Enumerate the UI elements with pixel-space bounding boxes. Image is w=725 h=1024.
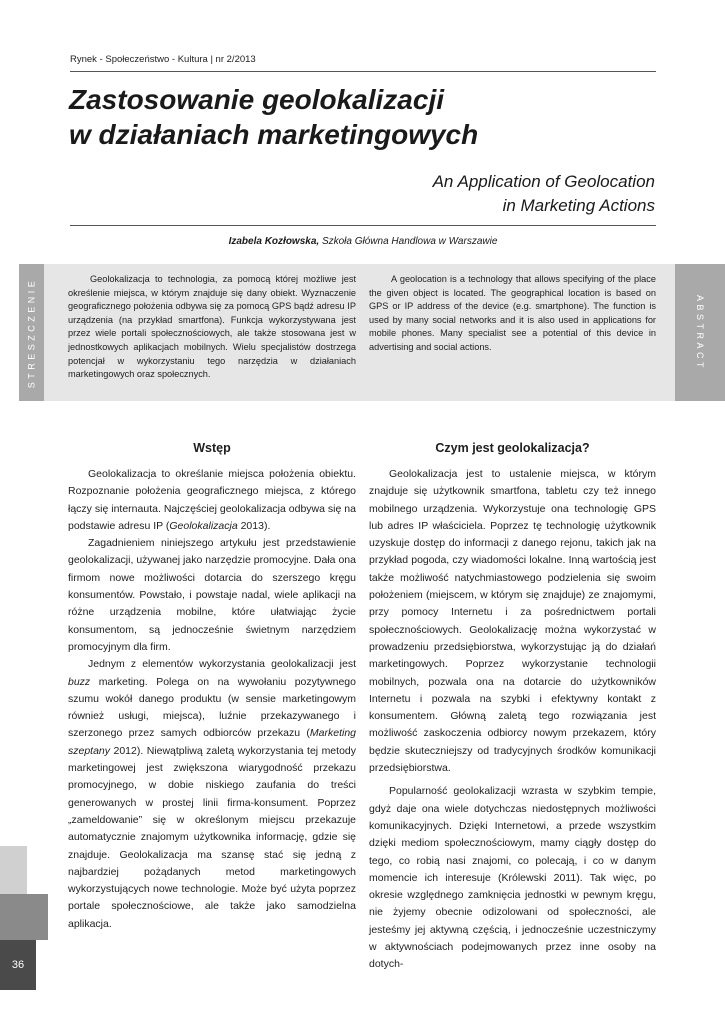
left-paragraph-2: Zagadnieniem niniejszego artykułu jest przedstawienie geolokalizacji, używanej jako narzędzie promocyjne. Dała ona firmom nowe możliwości dotarcia do szerszego kręgu konsumentów. Powstało, i powstaje nadal, wiele aplikacji na różne urządzenia mobilne, które ułatwiając życie konsumentom, są jednocześnie świetnym narzędziem promocyjnym dla firm. <box>68 537 356 653</box>
left-p3-text-a: Jednym z elementów wykorzystania geolokalizacji jest <box>88 658 356 671</box>
author-name: Izabela Kozłowska, <box>228 236 320 247</box>
decorative-block-light <box>0 846 27 894</box>
left-p1-text-a: Geolokalizacja to określanie miejsca położenia obiektu. Rozpoznanie położenia geograficznego miejsca, z którego łączy się internauta. Najczęściej geolokalizacja odbywa się na podstawie adresu IP ( <box>68 468 356 532</box>
abstract-tab-label: ABSTRACT <box>695 294 706 371</box>
title-english-line-1: An Application of Geolocation <box>432 172 655 191</box>
abstract-english <box>369 273 656 355</box>
title-english <box>255 170 655 218</box>
left-p1-citation: Geolokalizacja <box>169 519 238 532</box>
left-paragraph-1 <box>68 466 356 535</box>
page-number-block <box>0 940 36 990</box>
abstract-polish <box>68 273 356 382</box>
journal-header: Rynek - Społeczeństwo - Kultura | nr 2/2013 <box>70 54 256 65</box>
right-paragraph-2: Popularność geolokalizacji wzrasta w szybkim tempie, gdyż daje ona wiele dotychczas niedostępnych możliwości komunikacyjnych. Dzięki Internetowi, a przede wszystkim dzięki mediom społecznościowym, mamy ciągły dostęp do tego, co robią nasi znajomi, co polecają, i co w danym momencie ich interesuje (Królewski 2011). Tak więc, po okresie względnego zamknięcia jednostki w pewnym kręgu, nie żyjemy obecnie odizolowani od społeczności, ale jesteśmy jej aktywną częścią, i jednocześnie uczestniczymy w aktywnościach podejmowanych przez inne osoby na dotych- <box>369 785 656 971</box>
left-p3-term: buzz <box>68 675 91 688</box>
left-p3-text-c: 2012). Niewątpliwą zaletą wykorzystania tej metody marketingowej jest zwiększona wiarygodność przekazu promocyjnego, w dobie niskiego zaufania do treści generowanych w prostej linii firma-konsument. Poprzez „zameldowanie” się w określonym miejscu przekazuje automatycznie znajomym użytkownika informację, gdzie się znajduje. Geolokalizacja ma szansę stać się jedną z najbardziej pożądanych metod marketingowych wykorzystujących nowe technologie. Może być użyta poprzez portale społecznościowe, ale także jako samodzielna aplikacja. <box>68 744 356 930</box>
page-number: 36 <box>11 959 25 971</box>
header-rule <box>70 71 656 72</box>
title-rule <box>70 225 656 226</box>
abstract-polish-text: Geolokalizacja to technologia, za pomocą której możliwe jest określenie miejsca, w którym znajduje się dany obiekt. Wyznaczenie geograficznego położenia odbywa się za pomocą GPS bądź adresu IP urządzenia (na przykład smartfona). Funkcja wykorzystywana jest przez wiele portali społecznościowych, ale także stosowana jest w jednostkowych aplikacjach mobilnych. Wielu specjalistów dostrzega potencjał w wykorzystaniu tego narzędzia w działaniach marketingowych oraz społecznych. <box>68 274 356 380</box>
abstract-english-text: A geolocation is a technology that allows specifying of the place the given object is located. The geographical location is based on GPS or IP address of the device (e.g. smartphone). The function is used by many social networks and it is also used in applications for mobile phones. Many specialist see a potential of this device in advertising and social actions. <box>369 274 656 352</box>
title-polish <box>69 82 629 152</box>
left-column <box>68 440 356 933</box>
title-polish-line-1: Zastosowanie geolokalizacji <box>69 84 445 115</box>
title-polish-line-2: w działaniach marketingowych <box>69 119 479 150</box>
left-p1-text-b: 2013). <box>237 519 271 532</box>
decorative-block-mid <box>0 894 48 940</box>
section-heading-wstep: Wstęp <box>193 441 231 455</box>
left-p3-citation: Marketing szeptany <box>68 727 356 757</box>
section-heading-czym-jest: Czym jest geolokalizacja? <box>435 441 590 455</box>
abstract-tab <box>675 264 725 401</box>
streszczenie-tab-label: STRESZCZENIE <box>26 277 37 388</box>
streszczenie-tab <box>19 264 44 401</box>
right-paragraph-1: Geolokalizacja jest to ustalenie miejsca, w którym znajduje się użytkownik smartfona, tabletu czy też innego mobilnego urządzenia. Wykorzystuje ona technologię GPS lub adres IP właściciela. Poprzez tę technologię użytkownik uzyskuje dostęp do informacji z danego rejonu, takich jak na przykład pogoda, czy wiadomości lokalne. Inną wartością jest także możliwość natychmiastowego podzielenia się swoim położeniem (miejscem, w którym się znajduje) ze znajomymi, przy pomocy Internetu i za pośrednictwem portali społecznościowych. Geolokalizację można wykorzystać w prowadzeniu przedsiębiorstwa, wykorzystując ją do działań marketingowych. Poprzez wykorzystanie technologii mobilnych, pozwala ona na dotarcie do użytkowników Internetu i pozwala na szybki i efektywny kontakt z konsumentem. Główną zaletą tego rozwiązania jest możliwość zaskoczenia odbiorcy nowym przekazem, który będzie skuteczniejszy od tradycyjnych środków komunikacji przedsiębiorstwa. <box>369 468 656 775</box>
right-column <box>369 440 656 974</box>
left-paragraph-3 <box>68 656 356 933</box>
author-affiliation: Szkoła Główna Handlowa w Warszawie <box>319 236 498 247</box>
author-line <box>70 236 656 247</box>
title-english-line-2: in Marketing Actions <box>502 196 655 215</box>
left-p3-text-b: marketing. Polega on na wywołaniu pozytywnego szumu wokół danego produktu (w sensie marketingowym również usługi, miejsca), luźnie przekazywanego i szerzonego przez samych odbiorców przekazu ( <box>68 675 356 740</box>
